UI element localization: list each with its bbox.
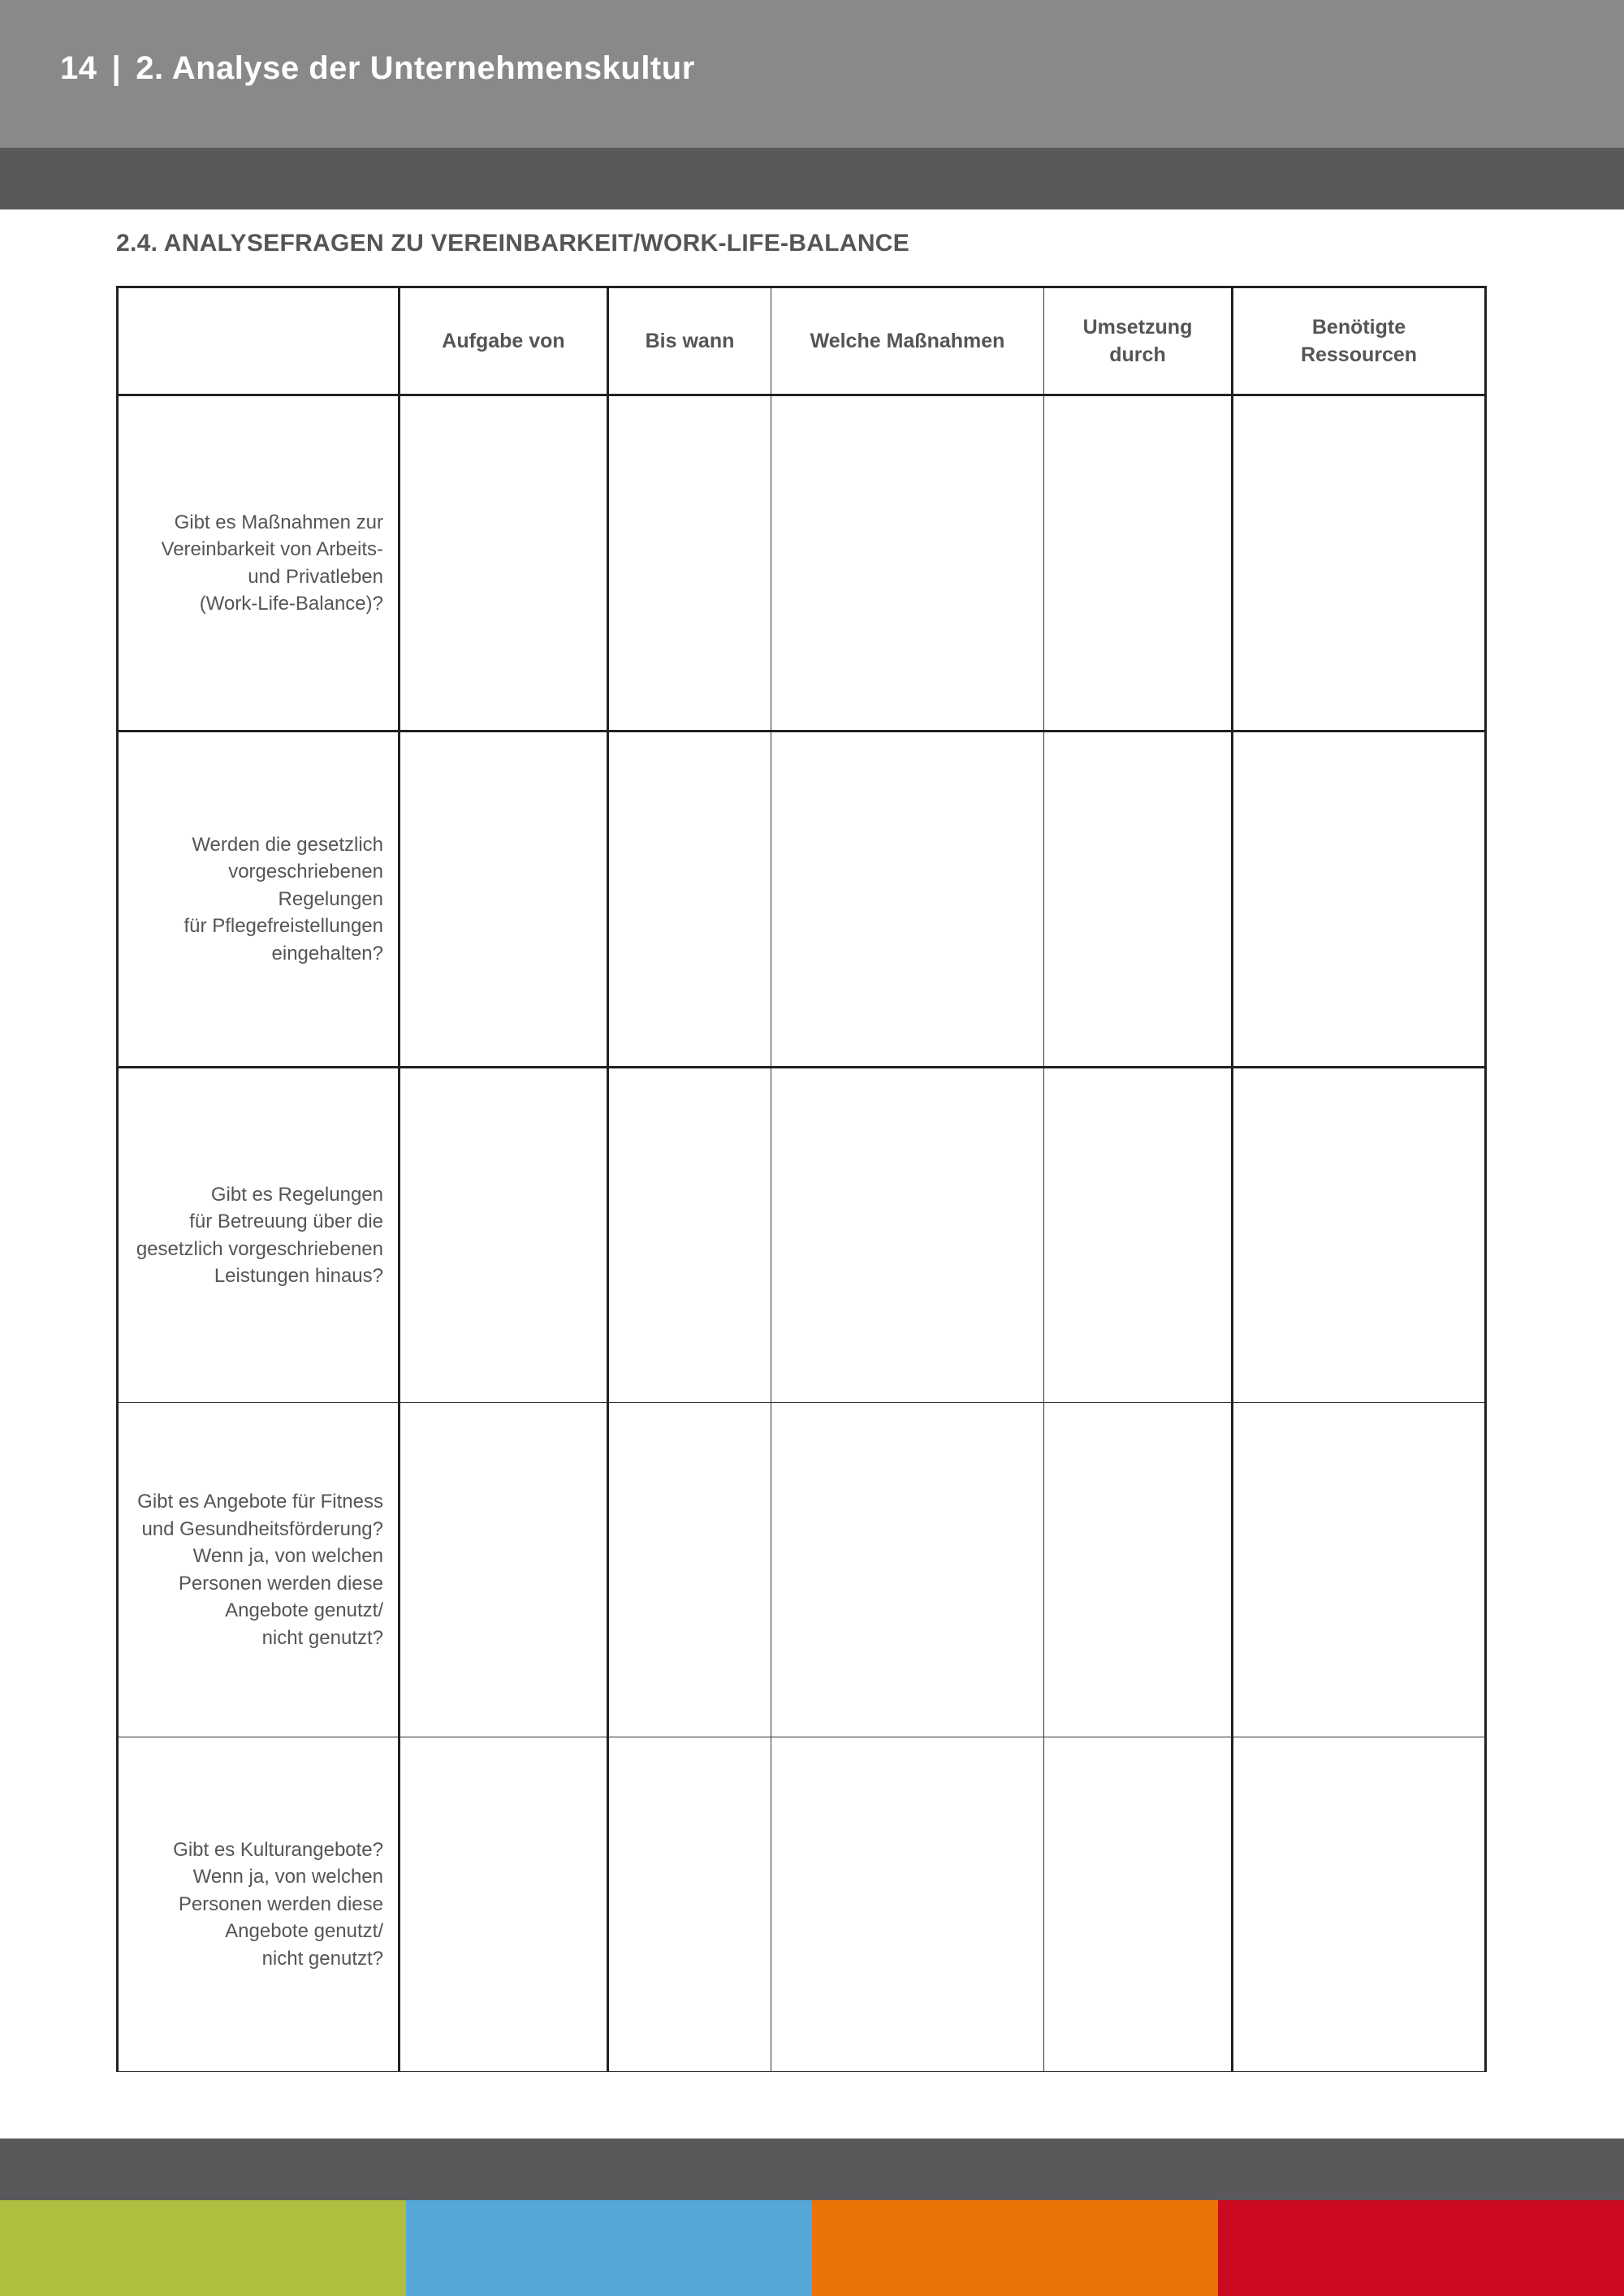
- benoetigte-ressourcen-cell[interactable]: [1233, 1403, 1486, 1737]
- aufgabe-von-cell[interactable]: [400, 1737, 608, 2072]
- table-row: [118, 395, 1486, 732]
- header-separator: |: [111, 50, 122, 86]
- welche-massnahmen-cell[interactable]: [771, 395, 1044, 732]
- welche-massnahmen-cell[interactable]: [771, 1068, 1044, 1403]
- benoetigte-ressourcen-cell[interactable]: [1233, 1068, 1486, 1403]
- bis-wann-cell[interactable]: [608, 1068, 771, 1403]
- table-row: [118, 732, 1486, 1068]
- table-row: [118, 1737, 1486, 2072]
- question-cell: Werden die gesetzlich vorgeschriebenen Regelungen für Pflegefreistellungen eingehalten?: [118, 732, 400, 1068]
- welche-massnahmen-cell[interactable]: [771, 1737, 1044, 2072]
- bis-wann-cell[interactable]: [608, 1403, 771, 1737]
- column-header-benoetigte-ressourcen: Benötigte Ressourcen: [1233, 287, 1486, 395]
- umsetzung-durch-cell[interactable]: [1044, 395, 1233, 732]
- benoetigte-ressourcen-cell[interactable]: [1233, 395, 1486, 732]
- table-row: [118, 1068, 1486, 1403]
- umsetzung-durch-cell[interactable]: [1044, 1403, 1233, 1737]
- footer-color-bar-red: [1218, 2200, 1624, 2296]
- question-cell: Gibt es Kulturangebote? Wenn ja, von welchen Personen werden diese Angebote genutzt/ nicht genutzt?: [118, 1737, 400, 2072]
- section-title: 2.4. ANALYSEFRAGEN ZU VEREINBARKEIT/WORK-LIFE-BALANCE: [116, 230, 910, 257]
- umsetzung-durch-cell[interactable]: [1044, 1737, 1233, 2072]
- chapter-title: 2. Analyse der Unternehmenskultur: [136, 50, 695, 86]
- question-cell: Gibt es Regelungen für Betreuung über die gesetzlich vorgeschriebenen Leistungen hinaus?: [118, 1068, 400, 1403]
- bis-wann-cell[interactable]: [608, 1737, 771, 2072]
- table-header-row: [118, 287, 1486, 395]
- page-number: 14: [60, 50, 97, 86]
- aufgabe-von-cell[interactable]: [400, 1403, 608, 1737]
- footer-color-bar-blue: [406, 2200, 812, 2296]
- footer-color-bar-orange: [812, 2200, 1218, 2296]
- column-header-aufgabe-von: Aufgabe von: [400, 287, 608, 395]
- header-band: [0, 148, 1624, 209]
- welche-massnahmen-cell[interactable]: [771, 732, 1044, 1068]
- analysis-table: [116, 286, 1487, 2072]
- benoetigte-ressourcen-cell[interactable]: [1233, 1737, 1486, 2072]
- column-header-umsetzung-durch: Umsetzung durch: [1044, 287, 1233, 395]
- footer-band: [0, 2138, 1624, 2200]
- umsetzung-durch-cell[interactable]: [1044, 732, 1233, 1068]
- aufgabe-von-cell[interactable]: [400, 732, 608, 1068]
- page-header: [0, 0, 1624, 148]
- bis-wann-cell[interactable]: [608, 395, 771, 732]
- bis-wann-cell[interactable]: [608, 732, 771, 1068]
- column-header-bis-wann: Bis wann: [608, 287, 771, 395]
- column-header-welche-massnahmen: Welche Maßnahmen: [771, 287, 1044, 395]
- column-header-blank: [118, 287, 400, 395]
- question-cell: Gibt es Angebote für Fitness und Gesundheitsförderung? Wenn ja, von welchen Personen werden diese Angebote genutzt/ nicht genutzt?: [118, 1403, 400, 1737]
- aufgabe-von-cell[interactable]: [400, 395, 608, 732]
- footer-color-bar-green: [0, 2200, 406, 2296]
- header-title: [60, 50, 695, 87]
- question-cell: Gibt es Maßnahmen zur Vereinbarkeit von Arbeits- und Privatleben (Work-Life-Balance)?: [118, 395, 400, 732]
- umsetzung-durch-cell[interactable]: [1044, 1068, 1233, 1403]
- welche-massnahmen-cell[interactable]: [771, 1403, 1044, 1737]
- table-row: [118, 1403, 1486, 1737]
- aufgabe-von-cell[interactable]: [400, 1068, 608, 1403]
- benoetigte-ressourcen-cell[interactable]: [1233, 732, 1486, 1068]
